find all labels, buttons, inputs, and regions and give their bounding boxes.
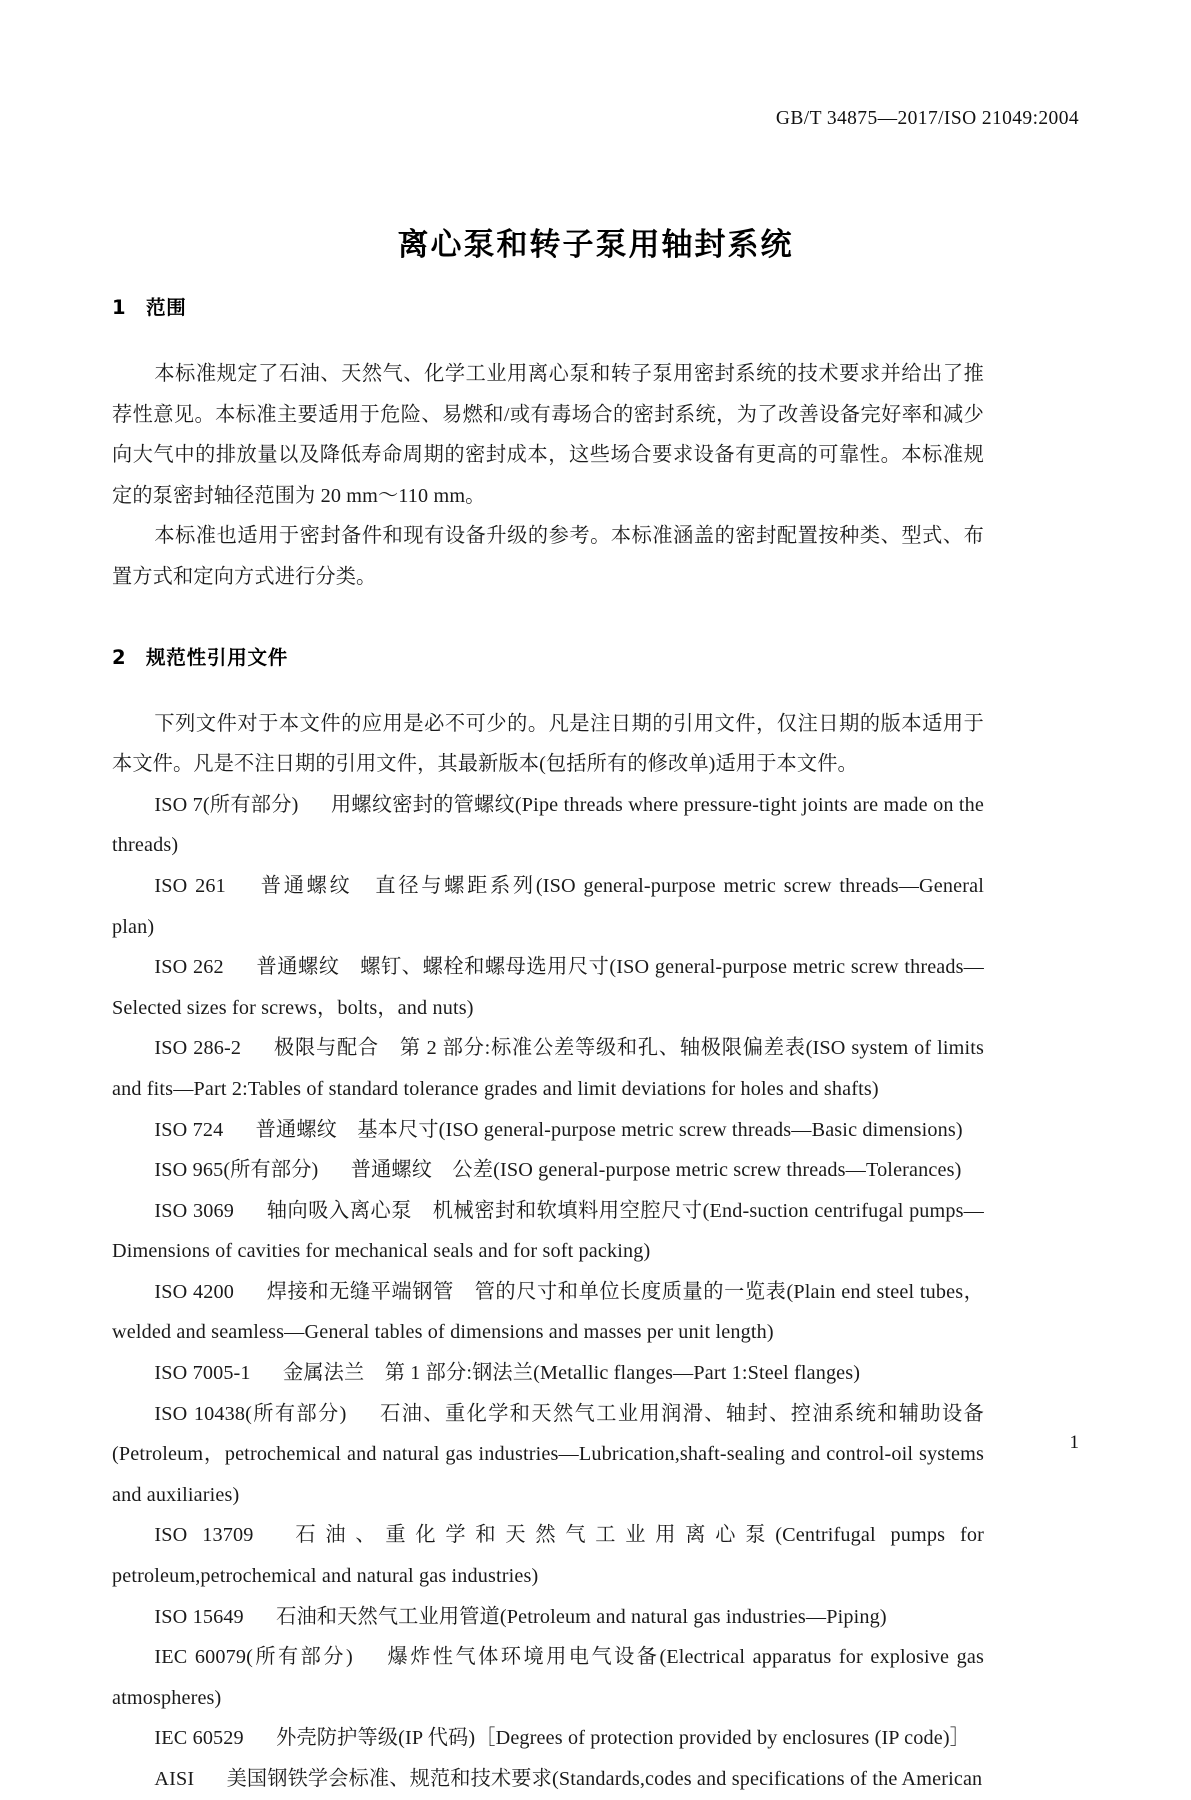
reference-entry [112, 1597, 984, 1638]
reference-text: 普通螺纹 直径与螺距系列(ISO general-purpose metric screw threads—General plan) [112, 874, 984, 938]
reference-designation: ISO 7(所有部分) [154, 793, 299, 816]
reference-designation: ISO 262 [154, 956, 224, 979]
reference-text: 石油和天然气工业用管道(Petroleum and natural gas industries—Piping) [276, 1605, 887, 1628]
reference-text: 普通螺纹 公差(ISO general-purpose metric screw threads—Tolerances) [350, 1159, 962, 1182]
reference-entry [112, 1718, 984, 1759]
clause-2-paragraph-1: 下列文件对于本文件的应用是必不可少的。凡是注日期的引用文件，仅注日期的版本适用于本文件。凡是不注日期的引用文件，其最新版本(包括所有的修改单)适用于本文件。 [112, 712, 984, 776]
clause-1-paragraph-2: 本标准也适用于密封备件和现有设备升级的参考。本标准涵盖的密封配置按种类、型式、布置方式和定向方式进行分类。 [112, 525, 984, 588]
reference-entry [112, 1150, 984, 1191]
running-header-standard-code: GB/T 34875—2017/ISO 21049:2004 [775, 108, 1079, 129]
reference-entry [112, 947, 984, 1028]
reference-text: 焊接和无缝平端钢管 管的尺寸和单位长度质量的一览表(Plain end steel tubes，welded and seamless—General tables of dimensions and masses per unit length) [112, 1280, 984, 1344]
reference-text: 轴向吸入离心泵 机械密封和软填料用空腔尺寸(End-suction centrifugal pumps—Dimensions of cavities for mechanical seals and for soft packing) [112, 1199, 984, 1263]
reference-entry [112, 1637, 984, 1718]
reference-designation: ISO 965(所有部分) [154, 1159, 319, 1182]
reference-designation: ISO 3069 [154, 1199, 234, 1222]
reference-entry [112, 1110, 984, 1151]
reference-entry [112, 1394, 984, 1516]
reference-text: 普通螺纹 螺钉、螺栓和螺母选用尺寸(ISO general-purpose metric screw threads—Selected sizes for screws，bolts，and nuts) [112, 956, 984, 1019]
reference-text: 爆炸性气体环境用电气设备(Electrical apparatus for explosive gas atmospheres) [112, 1646, 984, 1709]
reference-designation: ISO 286-2 [154, 1037, 242, 1060]
normative-references-list [112, 785, 984, 1800]
document-body [112, 292, 984, 1800]
reference-designation: IEC 60079(所有部分) [154, 1646, 353, 1669]
page-number: 1 [1069, 1432, 1079, 1453]
reference-entry [112, 1353, 984, 1394]
reference-text: 普通螺纹 基本尺寸(ISO general-purpose metric screw threads—Basic dimensions) [255, 1118, 963, 1141]
reference-text: 石油、重化学和天然气工业用润滑、轴封、控油系统和辅助设备(Petroleum，petrochemical and natural gas industries—Lubrication,shaft-sealing and control-oil systems and auxiliaries) [112, 1402, 984, 1506]
reference-entry [112, 1759, 984, 1800]
reference-designation: ISO 7005-1 [154, 1362, 251, 1385]
reference-entry [112, 1191, 984, 1272]
reference-designation: ISO 10438(所有部分) [154, 1402, 347, 1425]
reference-text: 极限与配合 第 2 部分:标准公差等级和孔、轴极限偏差表(ISO system of limits and fits—Part 2:Tables of standard tolerance grades and limit deviations for holes and shafts) [112, 1037, 984, 1100]
reference-text: 美国钢铁学会标准、规范和技术要求(Standards,codes and specifications of the American [226, 1768, 983, 1790]
reference-entry [112, 1515, 984, 1596]
clause-title-1: 范围 [146, 296, 187, 319]
clause-1-paragraph-1: 本标准规定了石油、天然气、化学工业用离心泵和转子泵用密封系统的技术要求并给出了推荐性意见。本标准主要适用于危险、易燃和/或有毒场合的密封系统，为了改善设备完好率和减少向大气中的排放量以及降低寿命周期的密封成本，这些场合要求设备有更高的可靠性。本标准规定的泵密封轴径范围为 20 mm～110 mm。 [112, 363, 984, 507]
reference-entry [112, 866, 984, 947]
reference-entry [112, 785, 984, 866]
reference-entry [112, 1028, 984, 1109]
reference-designation: ISO 15649 [154, 1605, 244, 1628]
reference-designation: IEC 60529 [154, 1727, 244, 1750]
reference-designation: ISO 13709 [154, 1524, 254, 1547]
clause-heading-2 [112, 642, 984, 670]
reference-text: 外壳防护等级(IP 代码)［Degrees of protection provided by enclosures (IP code)］ [276, 1727, 971, 1750]
reference-text: 金属法兰 第 1 部分:钢法兰(Metallic flanges—Part 1:Steel flanges) [283, 1362, 861, 1385]
clause-title-2: 规范性引用文件 [146, 645, 289, 669]
reference-text: 石油、重化学和天然气工业用离心泵(Centrifugal pumps for petroleum,petrochemical and natural gas industries) [112, 1524, 984, 1588]
clause-number-2: 2 [112, 645, 127, 669]
page-title: 离心泵和转子泵用轴封系统 [397, 226, 794, 263]
reference-designation: ISO 261 [154, 874, 226, 897]
reference-text: 用螺纹密封的管螺纹(Pipe threads where pressure-tight joints are made on the threads) [112, 793, 984, 857]
reference-designation: AISI [154, 1768, 195, 1790]
clause-heading-1 [112, 292, 984, 320]
reference-designation: ISO 724 [154, 1118, 224, 1141]
reference-designation: ISO 4200 [154, 1280, 235, 1303]
reference-entry [112, 1272, 984, 1353]
clause-number-1: 1 [112, 296, 127, 319]
